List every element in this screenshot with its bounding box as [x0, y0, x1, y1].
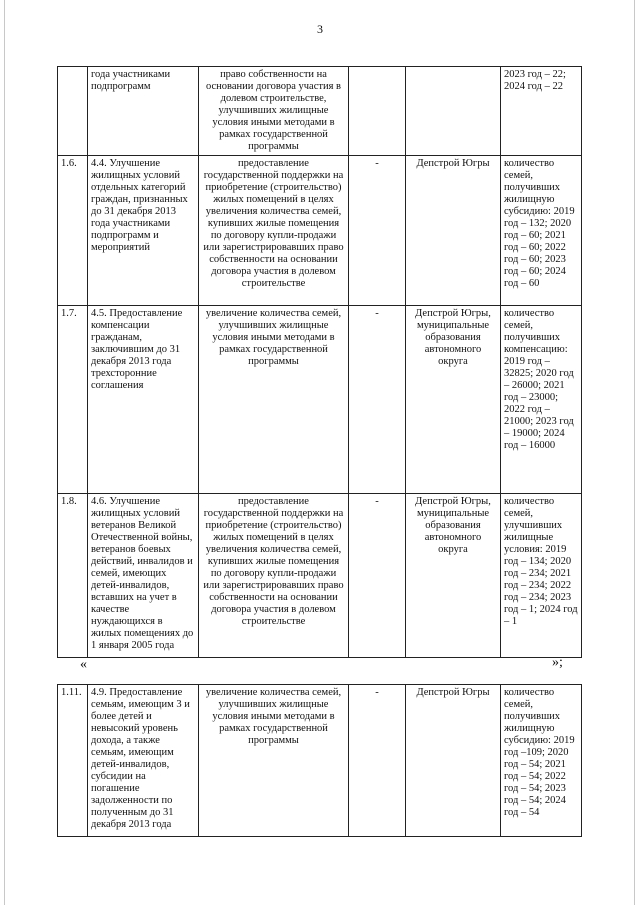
opening-quote: «	[80, 657, 87, 672]
table-row	[58, 306, 582, 494]
financing-cell	[349, 67, 406, 156]
measure-name: 4.9. Предоставление семьям, имеющим 3 и более детей и невысокий уровень дохода, а также семьям, имеющим детей-инвалидов, субсидии на погашение задолженности по полученным до 31 декабря 2013 года	[88, 685, 199, 837]
table-row	[58, 494, 582, 658]
indicator-cell: количество семей, получивших жилищную субсидию: 2019 год –109; 2020 год – 54; 2021 год – 54; 2022 год – 54; 2023 год – 54; 2024 год – 54	[501, 685, 582, 837]
financing-cell: -	[349, 685, 406, 837]
table-row	[58, 156, 582, 306]
executor-cell: Депстрой Югры	[406, 156, 501, 306]
indicator-cell: количество семей, получивших жилищную субсидию: 2019 год – 132; 2020 год – 60; 2021 год – 60; 2022 год – 60; 2023 год – 60; 2024 год – 60	[501, 156, 582, 306]
executor-cell: Депстрой Югры, муниципальные образования автономного округа	[406, 494, 501, 658]
financing-cell: -	[349, 306, 406, 494]
row-number: 1.11.	[58, 685, 88, 837]
measure-description: предоставление государственной поддержки на приобретение (строительство) жилых помещений в целях увеличения количества семей, купивших жилые помещения по договору купли-продажи или зарегистрировавших право собственности на основании договора участия в долевом строительстве	[199, 494, 349, 658]
financing-cell: -	[349, 494, 406, 658]
row-number: 1.7.	[58, 306, 88, 494]
measure-description: предоставление государственной поддержки на приобретение (строительство) жилых помещений в целях увеличения количества семей, купивших жилые помещения по договору купли-продажи или зарегистрировавших право собственности на основании договора участия в долевом строительстве	[199, 156, 349, 306]
scan-edge-right	[634, 0, 635, 905]
row-number	[58, 67, 88, 156]
indicator-cell: количество семей, улучшивших жилищные условия: 2019 год – 134; 2020 год – 234; 2021 год – 234; 2022 год – 234; 2023 год – 1; 2024 год – 1	[501, 494, 582, 658]
closing-quote: »;	[552, 655, 563, 670]
measure-description: увеличение количества семей, улучшивших жилищные условия иными методами в рамках государственной программы	[199, 306, 349, 494]
measure-name: 4.5. Предоставление компенсации гражданам, заключившим до 31 декабря 2013 года трехсторонние соглашения	[88, 306, 199, 494]
measures-table-continued	[57, 66, 582, 658]
measure-description: увеличение количества семей, улучшивших жилищные условия иными методами в рамках государственной программы	[199, 685, 349, 837]
measure-name: 4.6. Улучшение жилищных условий ветеранов Великой Отечественной войны, ветеранов боевых действий, инвалидов и семей, имеющих детей-инвалидов, вставших на учет в качестве нуждающихся в жилых помещениях до 1 января 2005 года	[88, 494, 199, 658]
executor-cell: Депстрой Югры, муниципальные образования автономного округа	[406, 306, 501, 494]
indicator-cell: 2023 год – 22; 2024 год – 22	[501, 67, 582, 156]
table-row	[58, 685, 582, 837]
measure-name: года участниками подпрограмм	[88, 67, 199, 156]
page-number: 3	[317, 22, 323, 36]
executor-cell: Депстрой Югры	[406, 685, 501, 837]
financing-cell: -	[349, 156, 406, 306]
scan-edge-left	[4, 0, 5, 905]
row-number: 1.6.	[58, 156, 88, 306]
measures-table-amended	[57, 684, 582, 837]
measure-name: 4.4. Улучшение жилищных условий отдельных категорий граждан, признанных до 31 декабря 2013 года участниками подпрограмм и мероприятий	[88, 156, 199, 306]
table-row	[58, 67, 582, 156]
executor-cell	[406, 67, 501, 156]
row-number: 1.8.	[58, 494, 88, 658]
indicator-cell: количество семей, получивших компенсацию: 2019 год – 32825; 2020 год – 26000; 2021 год – 23000; 2022 год – 21000; 2023 год – 19000; 2024 год – 16000	[501, 306, 582, 494]
measure-description: право собственности на основании договора участия в долевом строительстве, улучшивших жилищные условия иными методами в рамках государственной программы	[199, 67, 349, 156]
